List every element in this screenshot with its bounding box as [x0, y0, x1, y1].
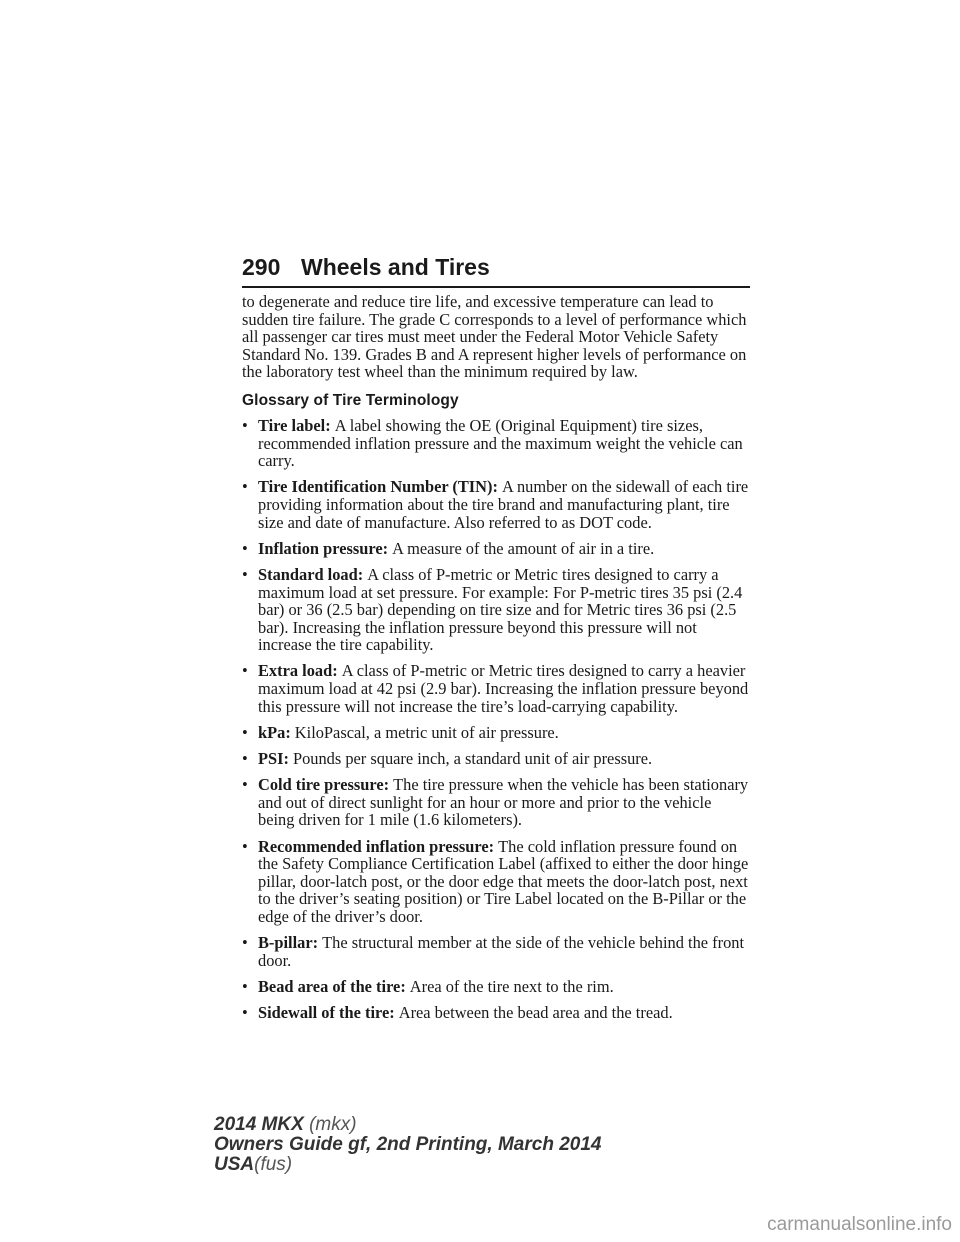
page-content — [242, 293, 750, 1030]
glossary-definition: KiloPascal, a metric unit of air pressure. — [294, 722, 559, 742]
document-footer — [214, 1115, 601, 1175]
footer-market-code: (fus) — [254, 1154, 293, 1175]
glossary-definition: A class of P-metric or Metric tires designed to carry a maximum load at set pressure. For example: For P-metric tires 35 psi (2.4 bar) or 36 (2.5 bar) depending on tire size and for Metric tires 36 psi (2.5 bar). Increasing the inflation pressure beyond this pressure will not increase the tire capability. — [258, 564, 743, 655]
glossary-term: Extra load: — [258, 661, 338, 681]
footer-line-guide: Owners Guide gf, 2nd Printing, March 2014 — [214, 1134, 602, 1155]
glossary-definition: The tire pressure when the vehicle has been stationary and out of direct sunlight for an hour or more and prior to the vehicle being driven for 1 mile (1.6 kilometers). — [258, 775, 749, 830]
glossary-item-kpa — [242, 724, 750, 742]
bullet: • — [242, 976, 248, 996]
bullet: • — [242, 836, 248, 856]
footer-market: USA — [214, 1154, 255, 1175]
glossary-term: kPa: — [258, 722, 291, 742]
watermark-link[interactable]: carmanualsonline.info — [767, 1214, 952, 1235]
bullet: • — [242, 415, 248, 435]
glossary-term: PSI: — [258, 749, 289, 769]
glossary-item-standard-load — [242, 566, 750, 654]
glossary-item-tire-label — [242, 417, 750, 470]
glossary-item-extra-load — [242, 662, 750, 715]
glossary-item-sidewall — [242, 1004, 750, 1022]
footer-model-code: (mkx) — [309, 1114, 357, 1135]
glossary-item-bead-area — [242, 978, 750, 996]
glossary-definition: Pounds per square inch, a standard unit of air pressure. — [292, 749, 653, 769]
bullet: • — [242, 477, 248, 497]
footer-line-market — [214, 1155, 601, 1175]
glossary-definition: A number on the sidewall of each tire providing information about the tire brand and manufacturing plant, tire size and date of manufacture. Also referred to as DOT code. — [258, 477, 749, 532]
bullet: • — [242, 1003, 248, 1023]
bullet: • — [242, 775, 248, 795]
bullet: • — [242, 722, 248, 742]
footer-model: 2014 MKX — [214, 1114, 304, 1135]
page-number: 290 — [242, 254, 281, 280]
glossary-term: Bead area of the tire: — [258, 976, 406, 996]
glossary-term: Cold tire pressure: — [258, 775, 390, 795]
glossary-term: B-pillar: — [258, 933, 319, 953]
glossary-item-b-pillar — [242, 934, 750, 969]
glossary-definition: Area between the bead area and the tread. — [398, 1003, 673, 1023]
glossary-heading: Glossary of Tire Terminology — [242, 391, 459, 409]
glossary-definition: The structural member at the side of the vehicle behind the front door. — [258, 933, 745, 970]
glossary-definition: The cold inflation pressure found on the Safety Compliance Certification Label (affixed to either the door hinge pillar, door-latch post, or the door edge that meets the door-latch post, next to the driver’s seating position) or Tire Label located on the B-Pillar or the edge of the driver’s door. — [258, 836, 749, 926]
bullet: • — [242, 933, 248, 953]
glossary-term: Tire Identification Number (TIN): — [258, 477, 498, 497]
glossary-definition: A class of P-metric or Metric tires designed to carry a heavier maximum load at 42 psi (2.9 bar). Increasing the inflation pressure beyond this pressure will not increase the tire’s load-carrying capability. — [258, 661, 749, 716]
glossary-item-psi — [242, 750, 750, 768]
glossary-term: Recommended inflation pressure: — [258, 836, 495, 856]
glossary-term: Inflation pressure: — [258, 538, 389, 558]
bullet: • — [242, 661, 248, 681]
intro-paragraph: to degenerate and reduce tire life, and excessive temperature can lead to sudden tire failure. The grade C corresponds to a level of performance which all passenger car tires must meet under the Federal Motor Vehicle Safety Standard No. 139. Grades B and A represent higher levels of performance on the laboratory test wheel than the minimum required by law. — [242, 292, 747, 382]
glossary-item-cold-tire-pressure — [242, 776, 750, 829]
glossary-term: Sidewall of the tire: — [258, 1003, 395, 1023]
glossary-term: Standard load: — [258, 564, 364, 584]
glossary-term: Tire label: — [258, 415, 331, 435]
glossary-item-tin — [242, 478, 750, 531]
bullet: • — [242, 749, 248, 769]
header-rule — [242, 286, 750, 288]
glossary-list — [242, 417, 750, 1022]
page-header — [242, 226, 750, 286]
glossary-item-recommended-inflation-pressure — [242, 838, 750, 926]
bullet: • — [242, 564, 248, 584]
glossary-definition: A measure of the amount of air in a tire. — [392, 538, 655, 558]
section-title: Wheels and Tires — [301, 254, 490, 280]
bullet: • — [242, 538, 248, 558]
footer-line-model — [214, 1115, 601, 1135]
glossary-item-inflation-pressure — [242, 540, 750, 558]
glossary-definition: A label showing the OE (Original Equipment) tire sizes, recommended inflation pressure and the maximum weight the vehicle can carry. — [258, 415, 743, 471]
glossary-definition: Area of the tire next to the rim. — [409, 976, 614, 996]
